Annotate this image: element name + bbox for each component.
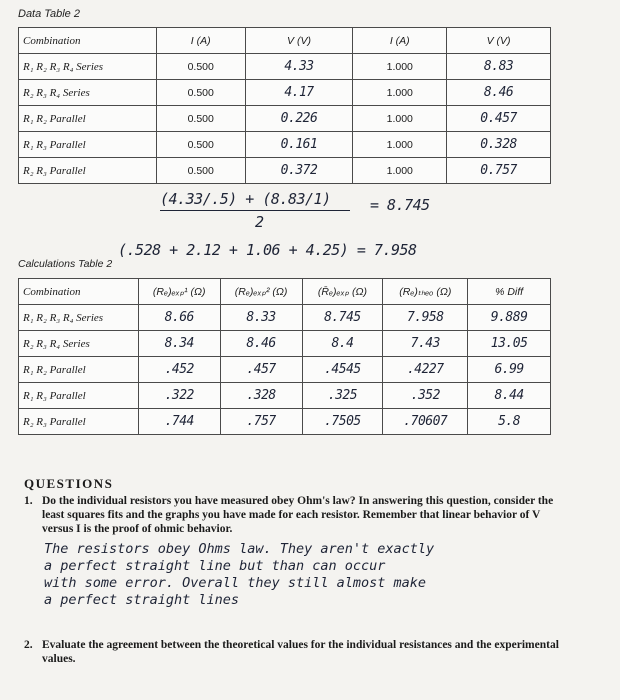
table-row: [19, 54, 551, 80]
question-1-number: 1.: [24, 495, 33, 507]
header-percent-diff: % Diff: [468, 279, 551, 305]
r-exp-mean-cell: .4545: [302, 357, 383, 383]
header-r-theo: (Rₑ)ₜₕₑₒ (Ω): [383, 279, 468, 305]
r-exp-1-cell: 8.66: [138, 305, 220, 331]
current-cell: 0.500: [156, 132, 245, 158]
r-exp-1-cell: 8.34: [138, 331, 220, 357]
percent-diff-cell: 8.44: [468, 383, 551, 409]
percent-diff-cell: 9.889: [468, 305, 551, 331]
header-combination: Combination: [19, 279, 139, 305]
header-r-exp-2: (Rₑ)ₑₓₚ² (Ω): [220, 279, 302, 305]
voltage-cell: 4.17: [245, 80, 353, 106]
combination-cell: R₂ R₃ Parallel: [19, 409, 139, 435]
header-voltage-1: V (V): [245, 28, 353, 54]
current-cell: 1.000: [353, 80, 447, 106]
current-cell: 0.500: [156, 80, 245, 106]
current-cell: 1.000: [353, 158, 447, 184]
current-cell: 1.000: [353, 106, 447, 132]
combination-cell: R₂ R₃ R₄ Series: [19, 80, 157, 106]
questions-heading: QUESTIONS: [24, 476, 114, 491]
current-cell: 0.500: [156, 54, 245, 80]
header-r-exp-mean: (R̄ₑ)ₑₓₚ (Ω): [302, 279, 383, 305]
table-row: [19, 80, 551, 106]
answer-line: with some error. Overall they still almost make: [44, 575, 427, 591]
percent-diff-cell: 5.8: [468, 409, 551, 435]
r-exp-mean-cell: 8.745: [302, 305, 383, 331]
percent-diff-cell: 6.99: [468, 357, 551, 383]
voltage-cell: 8.83: [447, 54, 551, 80]
table-row: [19, 383, 551, 409]
r-theo-cell: 7.958: [383, 305, 468, 331]
r-exp-1-cell: .322: [138, 383, 220, 409]
answer-line: The resistors obey Ohms law. They aren't exactly: [44, 541, 435, 557]
r-theo-cell: 7.43: [383, 331, 468, 357]
current-cell: 1.000: [353, 132, 447, 158]
calculations-table: [18, 278, 551, 435]
r-exp-mean-cell: .7505: [302, 409, 383, 435]
table-row: [19, 158, 551, 184]
current-cell: 0.500: [156, 158, 245, 184]
combination-cell: R₁ R₂ R₃ R₄ Series: [19, 54, 157, 80]
r-exp-1-cell: .744: [138, 409, 220, 435]
voltage-cell: 0.226: [245, 106, 353, 132]
r-exp-2-cell: .457: [220, 357, 302, 383]
table-row: [19, 331, 551, 357]
r-theo-cell: .70607: [383, 409, 468, 435]
scratch-average-expression: (4.33/.5) + (8.83/1): [160, 190, 331, 208]
current-cell: 0.500: [156, 106, 245, 132]
voltage-cell: 0.757: [447, 158, 551, 184]
table-row: [19, 132, 551, 158]
r-exp-2-cell: 8.46: [220, 331, 302, 357]
table-row: [19, 409, 551, 435]
combination-cell: R₁ R₂ Parallel: [19, 106, 157, 132]
question-1-answer: [44, 541, 604, 609]
current-cell: 1.000: [353, 54, 447, 80]
data-table: [18, 27, 551, 184]
answer-line: a perfect straight lines: [44, 592, 240, 608]
scratch-average-result: = 8.745: [370, 196, 430, 214]
r-exp-2-cell: 8.33: [220, 305, 302, 331]
r-exp-1-cell: .452: [138, 357, 220, 383]
combination-cell: R₁ R₂ R₃ R₄ Series: [19, 305, 139, 331]
percent-diff-cell: 13.05: [468, 331, 551, 357]
voltage-cell: 8.46: [447, 80, 551, 106]
question-2-text: Evaluate the agreement between the theoretical values for the individual resistances and the experimental values.: [42, 639, 559, 665]
table-header-row: [19, 28, 551, 54]
voltage-cell: 0.161: [245, 132, 353, 158]
combination-cell: R₁ R₂ Parallel: [19, 357, 139, 383]
header-voltage-2: V (V): [447, 28, 551, 54]
voltage-cell: 0.457: [447, 106, 551, 132]
table-row: [19, 305, 551, 331]
calculations-table-caption: Calculations Table 2: [18, 258, 113, 270]
r-exp-2-cell: .328: [220, 383, 302, 409]
data-table-caption: Data Table 2: [18, 8, 80, 20]
combination-cell: R₁ R₃ Parallel: [19, 132, 157, 158]
voltage-cell: 0.372: [245, 158, 353, 184]
scratch-denominator: 2: [255, 213, 264, 231]
scratch-sum-expression: (.528 + 2.12 + 1.06 + 4.25) = 7.958: [118, 241, 417, 259]
question-2-number: 2.: [24, 639, 33, 651]
combination-cell: R₂ R₃ R₄ Series: [19, 331, 139, 357]
r-exp-2-cell: .757: [220, 409, 302, 435]
r-theo-cell: .352: [383, 383, 468, 409]
header-current-2: I (A): [353, 28, 447, 54]
r-exp-mean-cell: 8.4: [302, 331, 383, 357]
voltage-cell: 0.328: [447, 132, 551, 158]
voltage-cell: 4.33: [245, 54, 353, 80]
r-theo-cell: .4227: [383, 357, 468, 383]
fraction-bar: [160, 210, 350, 211]
table-row: [19, 106, 551, 132]
combination-cell: R₂ R₃ Parallel: [19, 158, 157, 184]
table-row: [19, 357, 551, 383]
question-1-text: Do the individual resistors you have measured obey Ohm's law? In answering this question, consider the least squares fits and the graphs you have made for each resistor. Remember that linear behavior of V versus I is the proof of ohmic behavior.: [42, 495, 554, 535]
combination-cell: R₁ R₃ Parallel: [19, 383, 139, 409]
r-exp-mean-cell: .325: [302, 383, 383, 409]
table-header-row: [19, 279, 551, 305]
answer-line: a perfect straight line but than can occur: [44, 558, 386, 574]
header-combination: Combination: [19, 28, 157, 54]
header-r-exp-1: (Rₑ)ₑₓₚ¹ (Ω): [138, 279, 220, 305]
header-current-1: I (A): [156, 28, 245, 54]
